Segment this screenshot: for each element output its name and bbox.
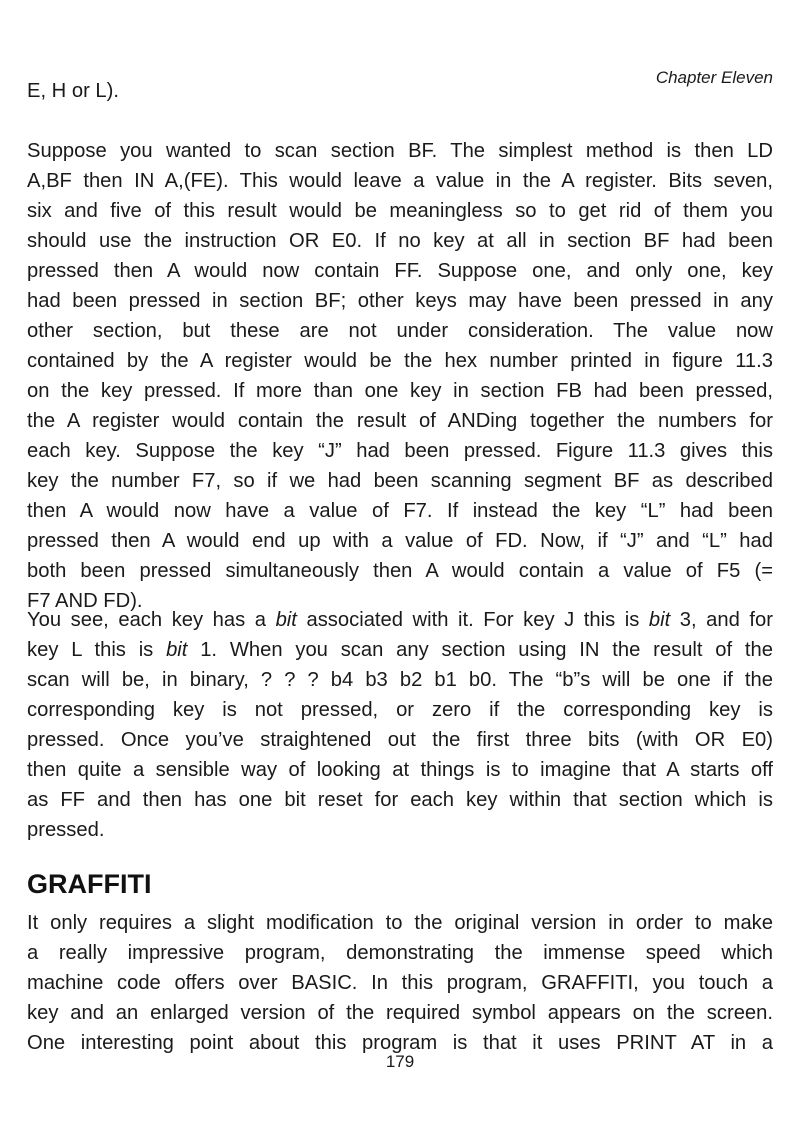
- text-line: F7 AND FD).: [27, 590, 143, 612]
- text-line: then quite a sensible way of looking at things is to imagine that A starts off: [27, 759, 773, 781]
- text-run: 3, and for: [670, 609, 773, 631]
- text-line: the A register would contain the result of ANDing together the numbers for: [27, 410, 773, 432]
- text-line: One interesting point about this program is that it uses PRINT AT in a: [27, 1032, 773, 1054]
- text-line: had been pressed in section BF; other keys may have been pressed in any: [27, 290, 773, 312]
- paragraph-graffiti-intro: [27, 908, 773, 1058]
- emphasis-bit: bit: [275, 609, 297, 631]
- text-run: 1. When you scan any section using IN the result of the: [187, 639, 773, 661]
- emphasis-bit: bit: [166, 639, 188, 661]
- text-line: should use the instruction OR E0. If no key at all in section BF had been: [27, 230, 773, 252]
- text-line: machine code offers over BASIC. In this program, GRAFFITI, you touch a: [27, 972, 773, 994]
- text-line: pressed then A would end up with a value of FD. Now, if “J” and “L” had: [27, 530, 773, 552]
- text-line: then A would now have a value of F7. If instead the key “L” had been: [27, 500, 773, 522]
- text-line: It only requires a slight modification to the original version in order to make: [27, 912, 773, 934]
- paragraph-continuation: [27, 76, 773, 106]
- paragraph-key-bits: [27, 605, 773, 845]
- text-line: corresponding key is not pressed, or zero if the corresponding key is: [27, 699, 773, 721]
- text-line: pressed. Once you’ve straightened out the first three bits (with OR E0): [27, 729, 773, 751]
- text-line: six and five of this result would be meaningless so to get rid of them you: [27, 200, 773, 222]
- text-line: E, H or L).: [27, 80, 119, 102]
- text-line: each key. Suppose the key “J” had been pressed. Figure 11.3 gives this: [27, 440, 773, 462]
- emphasis-bit: bit: [648, 609, 671, 631]
- text-line: A,BF then IN A,(FE). This would leave a value in the A register. Bits seven,: [27, 170, 773, 192]
- text-line: on the key pressed. If more than one key in section FB had been pressed,: [27, 380, 773, 402]
- text-line: as FF and then has one bit reset for each key within that section which is: [27, 789, 773, 811]
- text-line: Suppose you wanted to scan section BF. The simplest method is then LD: [27, 140, 773, 162]
- text-line: scan will be, in binary, ? ? ? b4 b3 b2 b1 b0. The “b”s will be one if the: [27, 669, 773, 691]
- text-line: [27, 635, 773, 665]
- section-heading: GRAFFITI: [27, 869, 152, 899]
- text-run: You see, each key has a: [27, 609, 276, 631]
- text-line: a really impressive program, demonstrating the immense speed which: [27, 942, 773, 964]
- text-line: pressed then A would now contain FF. Suppose one, and only one, key: [27, 260, 773, 282]
- text-line: other section, but these are not under consideration. The value now: [27, 320, 773, 342]
- text-line: key the number F7, so if we had been scanning segment BF as described: [27, 470, 773, 492]
- page-number: 179: [385, 1052, 415, 1071]
- text-line: both been pressed simultaneously then A would contain a value of F5 (=: [27, 560, 773, 582]
- paragraph-scan-section: [27, 136, 773, 616]
- running-header: Chapter Eleven: [655, 68, 773, 87]
- text-line: pressed.: [27, 819, 105, 841]
- text-line: key and an enlarged version of the required symbol appears on the screen.: [27, 1002, 773, 1024]
- text-line: contained by the A register would be the hex number printed in figure 11.3: [27, 350, 773, 372]
- text-line: [27, 605, 773, 635]
- text-run: key L this is: [27, 639, 167, 661]
- text-run: associated with it. For key J this is: [296, 609, 649, 631]
